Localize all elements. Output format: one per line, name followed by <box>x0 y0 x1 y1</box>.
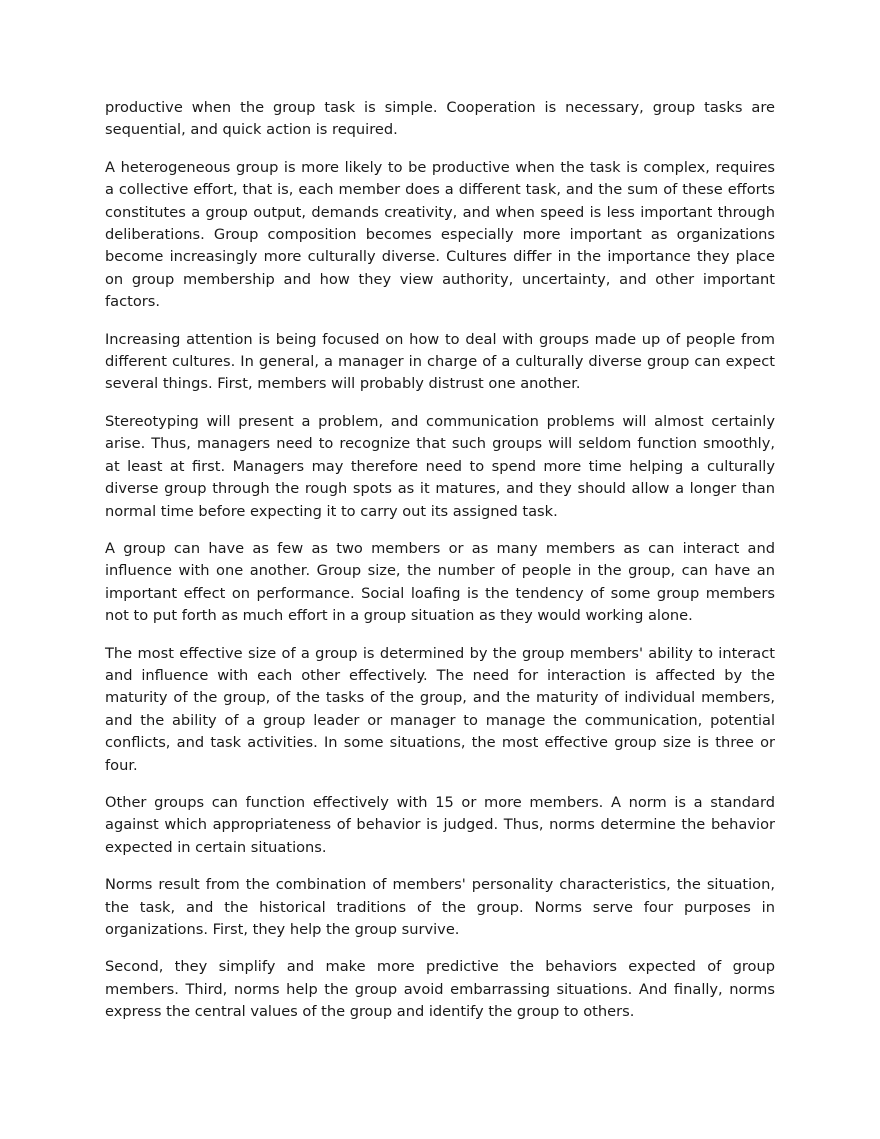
paragraph: Second, they simplify and make more predictive the behaviors expected of group members. Third, norms help the group avoid embarrassing situations. And finally, norms express the central values of the group and identify the group to others. <box>105 958 775 1021</box>
paragraph: A group can have as few as two members or as many members as can interact and influence with one another. Group size, the number of people in the group, can have an important effect on performance. Social loafing is the tendency of some group members not to put forth as much effort in a group situation as they would working alone. <box>105 539 775 625</box>
paragraph: The most effective size of a group is determined by the group members' ability to interact and influence with each other effectively. The need for interaction is affected by the maturity of the group, of the tasks of the group, and the maturity of individual members, and the ability of a group leader or manager to manage the communication, potential conflicts, and task activities. In some situations, the most effective group size is three or four. <box>105 644 775 774</box>
paragraph: Increasing attention is being focused on how to deal with groups made up of people from different cultures. In general, a manager in charge of a culturally diverse group can expect several things. First, members will probably distrust one another. <box>105 330 775 393</box>
paragraph: productive when the group task is simple. Cooperation is necessary, group tasks are sequential, and quick action is required. <box>105 99 775 139</box>
paragraph: Norms result from the combination of members' personality characteristics, the situation, the task, and the historical traditions of the group. Norms serve four purposes in organizations. First, they help the group survive. <box>105 876 775 938</box>
paragraph: A heterogeneous group is more likely to be productive when the task is complex, requires a collective effort, that is, each member does a different task, and the sum of these efforts constitutes a group output, demands creativity, and when speed is less important through deliberations. Group composition becomes especially more important as organizations become increasingly more culturally diverse. Cultures differ in the importance they place on group membership and how they view authority, uncertainty, and other important factors. <box>105 158 775 311</box>
document-body <box>105 97 775 1039</box>
paragraph: Stereotyping will present a problem, and communication problems will almost certainly arise. Thus, managers need to recognize that such groups will seldom function smoothly, at least at first. Managers may therefore need to spend more time helping a culturally diverse group through the rough spots as it matures, and they should allow a longer than normal time before expecting it to carry out its assigned task. <box>105 412 775 520</box>
paragraph: Other groups can function effectively with 15 or more members. A norm is a standard against which appropriateness of behavior is judged. Thus, norms determine the behavior expected in certain situations. <box>105 793 775 856</box>
